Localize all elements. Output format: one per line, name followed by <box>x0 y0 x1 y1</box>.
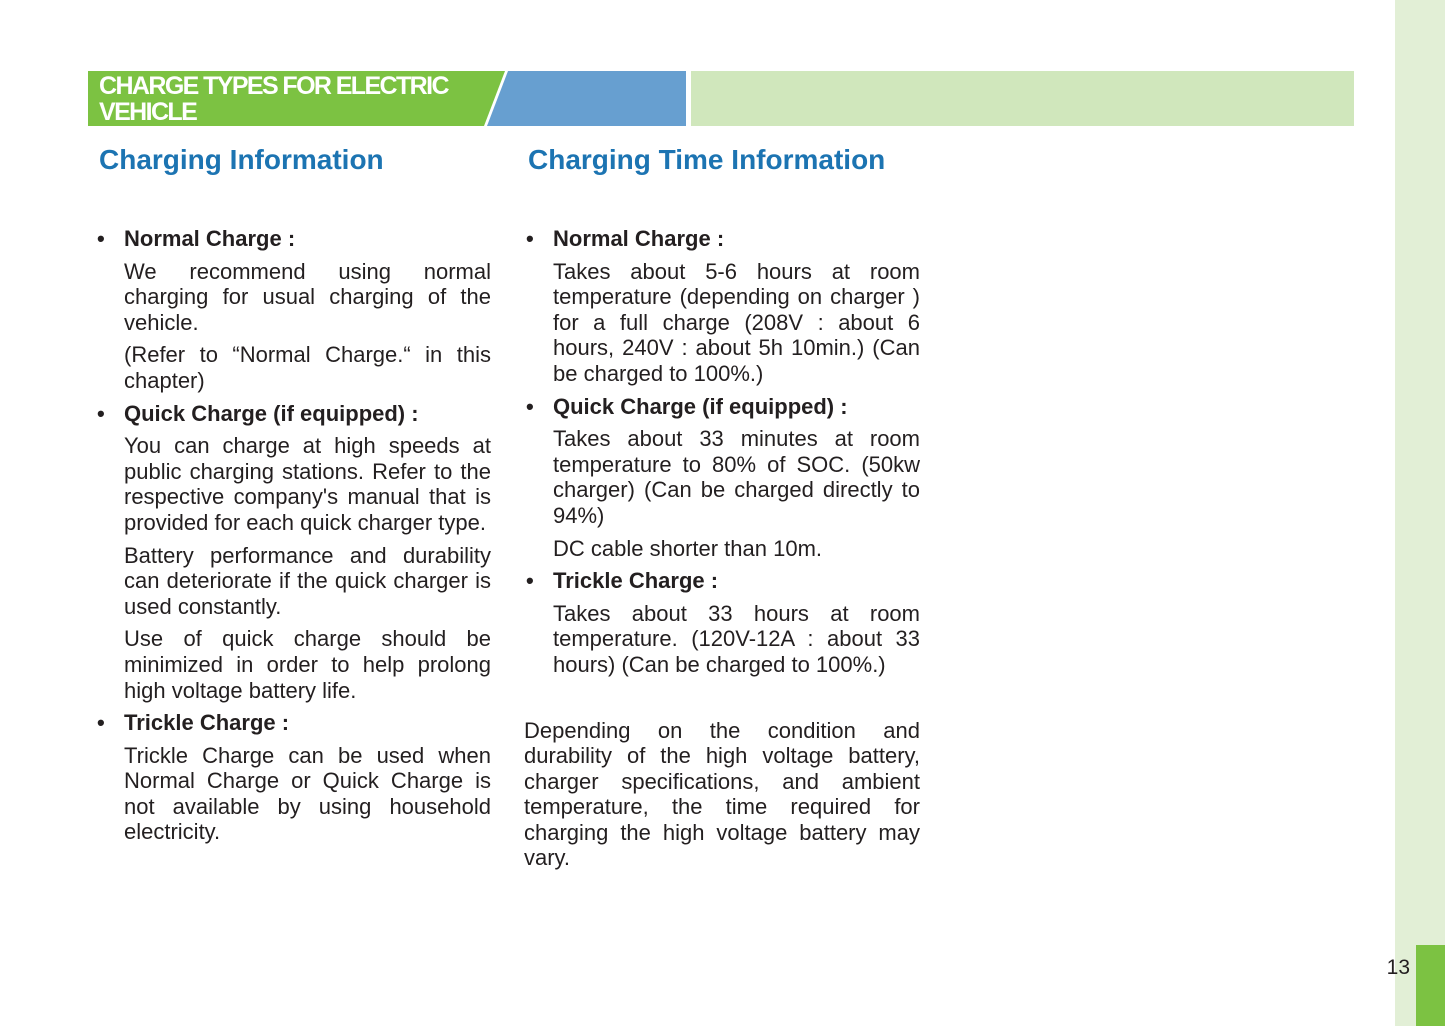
item-paragraph: (Refer to “Normal Charge.“ in this chapter) <box>124 342 491 393</box>
item-paragraph: Use of quick charge should be minimized in order to help prolong high voltage battery life. <box>124 626 491 703</box>
bullet-icon: • <box>97 400 105 426</box>
item-paragraph: Takes about 33 minutes at room temperature to 80% of SOC. (50kw charger) (Can be charged directly to 94%) <box>553 426 920 528</box>
page-number: 13 <box>1386 956 1410 979</box>
variance-note: Depending on the condition and durability of the high voltage battery, charger specifications, and ambient temperature, the time required for charging the high voltage battery may vary. <box>524 717 920 871</box>
side-margin-strip <box>1395 0 1445 1026</box>
item-title: Trickle Charge : <box>553 568 719 594</box>
item-title: Trickle Charge : <box>124 710 290 736</box>
bullet-icon: • <box>97 226 105 251</box>
item-paragraph: We recommend using normal charging for usual charging of the vehicle. <box>124 258 491 335</box>
heading-charging-time-information: Charging Time Information <box>528 144 886 175</box>
item-title: Quick Charge (if equipped) : <box>124 400 419 426</box>
item-paragraph: Takes about 33 hours at room temperature. (120V-12A : about 33 hours) (Can be charged to 100%.) <box>553 600 920 677</box>
bullet-icon: • <box>526 393 534 419</box>
bullet-icon: • <box>526 568 534 594</box>
title-bar-light <box>691 71 1354 126</box>
bullet-icon: • <box>526 226 534 251</box>
item-paragraph: Trickle Charge can be used when Normal Charge or Quick Charge is not available by using household electricity. <box>124 742 491 845</box>
item-paragraph: DC cable shorter than 10m. <box>553 535 823 561</box>
item-paragraph: Battery performance and durability can deteriorate if the quick charger is used constantly. <box>124 542 491 619</box>
page-tab-marker <box>1416 945 1445 1026</box>
item-trickle-charge <box>95 710 491 736</box>
item-trickle-charge <box>524 568 920 594</box>
section-title: CHARGE TYPES FOR ELECTRIC VEHICLE <box>99 72 448 126</box>
item-paragraph: You can charge at high speeds at public charging stations. Refer to the respective company's manual that is provided for each quick charger type. <box>124 433 491 535</box>
item-paragraph: Takes about 5-6 hours at room temperature (depending on charger ) for a full charge (208V : about 6 hours, 240V : about 5h 10min.) (Can be charged to 100%.) <box>553 258 920 386</box>
charging-time-column <box>524 226 920 871</box>
item-quick-charge <box>524 394 920 420</box>
title-bar-blue <box>487 71 686 126</box>
item-title: Normal Charge : <box>553 226 725 251</box>
bullet-icon: • <box>97 710 105 736</box>
charging-information-column <box>95 226 491 852</box>
heading-charging-information: Charging Information <box>99 144 384 175</box>
item-quick-charge <box>95 401 491 427</box>
item-title: Normal Charge : <box>124 226 296 251</box>
item-normal-charge <box>524 226 920 252</box>
item-title: Quick Charge (if equipped) : <box>553 393 848 419</box>
item-normal-charge <box>95 226 491 252</box>
